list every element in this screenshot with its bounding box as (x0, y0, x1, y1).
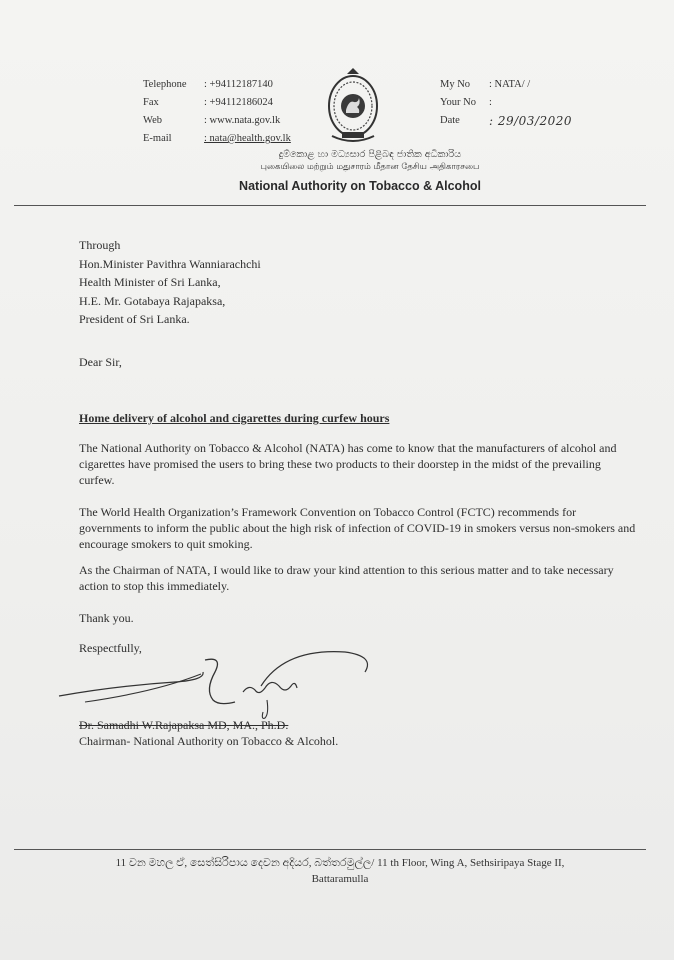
reference-values (489, 76, 572, 130)
closing-thanks: Thank you. (79, 611, 134, 625)
closing: Respectfully, (79, 641, 142, 655)
salutation: Dear Sir, (79, 355, 122, 369)
your-no-label: Your No (440, 97, 476, 108)
reference-labels (440, 76, 476, 130)
address-line: H.E. Mr. Gotabaya Rajapaksa, (79, 293, 226, 308)
footer-divider (14, 849, 646, 850)
subject-line: Home delivery of alcohol and cigarettes during curfew hours (79, 411, 390, 425)
date-value: : 29/03/2020 (489, 114, 573, 128)
fax-label: Fax (143, 97, 159, 108)
my-no-label: My No (440, 79, 471, 90)
body-paragraph: The World Health Organization’s Framework Convention on Tobacco Control (FCTC) recommends for governments to inform the public about the high risk of infection of COVID-19 in smokers versus non-smokers and encourage smokers to quit smoking. (79, 505, 636, 551)
body-paragraph: The National Authority on Tobacco & Alcohol (NATA) has come to know that the manufacturers of alcohol and cigarettes have promised the users to bring these two products to their doorstep in the midst of the prevailing curfew. (79, 441, 617, 487)
header-divider (14, 205, 646, 206)
contact-values (204, 76, 291, 148)
address-line: Hon.Minister Pavithra Wanniarachchi (79, 256, 261, 271)
telephone-label: Telephone (143, 79, 187, 90)
address-line: President of Sri Lanka. (79, 312, 190, 326)
recipient-address (79, 236, 639, 329)
handwritten-signature (55, 642, 375, 722)
email-label: E-mail (143, 133, 172, 144)
your-no-value: : (489, 97, 492, 108)
date-label: Date (440, 115, 460, 126)
web-label: Web (143, 115, 162, 126)
contact-labels (143, 76, 187, 148)
footer-address-line: Battaramulla (311, 873, 369, 885)
signatory-title: Chairman- National Authority on Tobacco & Alcohol. (79, 734, 339, 748)
signatory-name: Dr. Samadhi W.Rajapaksa MD, MA., Ph.D. (79, 718, 289, 732)
sri-lanka-emblem (320, 66, 386, 146)
address-line: Health Minister of Sri Lanka, (79, 275, 221, 289)
org-name-tamil: புகையிலை மற்றும் மதுசாரம் மீதான தேசிய அதிகாரசபை (260, 162, 480, 172)
org-name-sinhala: දුම්කොළ හා මධ්‍යසාර පිළිබඳ ජාතික අධිකාරිය (278, 149, 462, 160)
body-paragraph: As the Chairman of NATA, I would like to draw your kind attention to this serious matter and to take necessary action to stop this immediately. (79, 563, 614, 593)
my-no-value: : NATA/ / (489, 79, 531, 90)
address-line: Through (79, 238, 121, 252)
telephone-value: : +94112187140 (204, 79, 273, 90)
footer-address-line: 11 වන මහල ඒ, සෙත්සිරිපාය දෙවන අදියර, බත්තරමුල්ල/ 11 th Floor, Wing A, Sethsiripaya Stage II, (115, 857, 565, 869)
web-value: : www.nata.gov.lk (204, 115, 281, 126)
email-value: : nata@health.gov.lk (204, 133, 291, 144)
org-name-english: National Authority on Tobacco & Alcohol (239, 179, 481, 193)
fax-value: : +94112186024 (204, 97, 273, 108)
footer-address (90, 855, 590, 887)
